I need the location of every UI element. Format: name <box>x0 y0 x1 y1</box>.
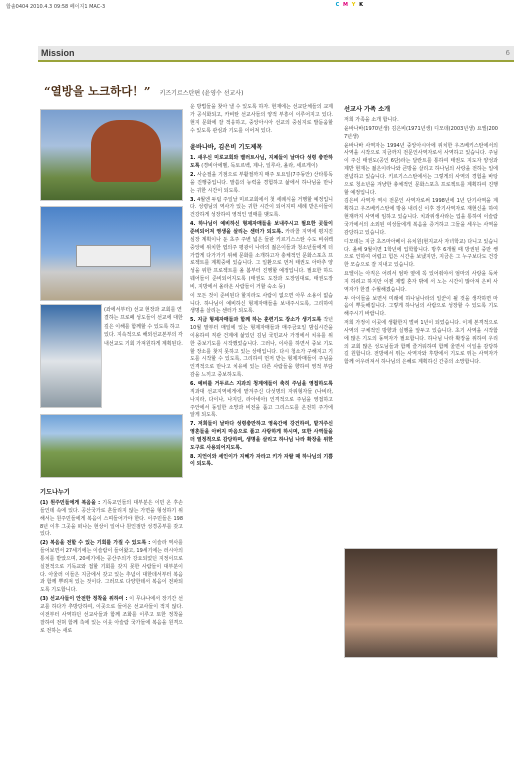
paragraph: 디모데는 지금 초즈마아베이 유치원(현지교사 자녀학교) 다니고 있습니다. 올해 9월이면 1학년에 입학합니다. 방후 6개월 때 방권된 중만 쌩으로 인하여 어렵고 힘든 시간을 보냈지만, 지금은 그 누구보다도 건강한 모습으로 잘 지내고 있습니다. <box>344 238 498 269</box>
paragraph: 저희 가정이 이곳에 생활한지 벌써 1년이 되었습니다. 이제 본격적으로 사역의 구체적인 방향과 실행을 앞두고 있습니다. 초기 사역을 시작함에 많은 기도의 동역자가 필요합니다. 하나님 나라 확장을 위하여 우리의 교회 많은 성도님들과 함께 즐거워하며 함께 울면서 이일을 감당하길 원합니다. 전방에서 뛰는 사역자와 후방에서 기도로 뛰는 사역자가 함께 어우러져서 하나님의 은혜로 계획하신 간증의 소망합니다. <box>344 320 498 366</box>
title-main: “열방을 노크하다！” <box>44 84 151 98</box>
intro-text: 운 방법들을 찾아 낼 수 있도록 하자. 현재에는 선교단체들의 교제가 공식화되고, 카비탄 선교사들의 양적 부흥이 이루어지고 있다. 현지 문화에 잘 적응하고, 중앙아시아 선교의 중심지로 발돋움할 수 있도록 관심과 기도를 이어져 있다. <box>190 104 333 134</box>
photo-grassland <box>40 414 183 478</box>
cmyk-y: Y <box>351 2 357 8</box>
column-prayer-topics <box>190 104 333 470</box>
list-item: 2. 사순절을 기점으로 부활절까지 매주 토요일(7주동안) 산타통독을 진행중입니다. 말씀의 능력을 경험하고 삶에서 하나님을 만나는 귀한 시간이 되도록. <box>190 172 333 194</box>
list-item: 5. 지금 형제자매들과 함께 하는 훈련기도 장소가 생기도록 작년 10월 말부터 매일에 있는 형제자매들과 매주금요일 밤십시간을 이용하여 직관 건계에 삶있던 김님 국민교사 가정에서 치유를 위한 중보기도를 시작했었습니다. 그러나, 이사를 하면서 중보 기도할 장소를 찾지 못하고 있는 상태입니다. 다시 청소가 구해지고 기도를 시작할 수 있도록, 그리하여 먼저 받는 형제자매들이 주님을 인격적으로 만나고 치유에 있는 다른 사람들을 향하여 영적 부담감을 느끼고 중보하도록. <box>190 317 334 379</box>
photo-caption: (좌에서부터) 선교 현장과 교회를 연결하는 프로페 성도들이 선교에 대한 깊은 이해를 함께할 수 있도록 하고 있다. 지속적으로 해외선교본부의 각 내선교도 기회 가져원하게 계획된다. <box>104 307 183 347</box>
print-slug: 합솔0404 2010.4.3 09:58 페이지1 MAC-3 <box>6 4 106 10</box>
list-item: (3) 선교사들이 안전한 정착을 위하여 : 이 무냐나에서 장기간 선교를 하다가 추방당하여, 이곳으로 들어온 선교사들이 적지 않다. 이전부터 사역하던 선교사들과 함께 조화를 이루고 또한 정착을 잘하여 전혀 함께 측에 있는 이웃 아슬람 국가들에 복음을 원격으로 전하는 새로 <box>40 596 184 634</box>
photo-red-mountain <box>40 109 183 201</box>
list-item: 6. 예비를 거두르스 지과의 청계에들이 축히 주님을 영접하도록 직과대 선교지역에게에 맡겨주신 다섯명의 자위형자들 (나비라, 나지라, 다이나, 나지딘, 라아네아) 인격적으로 주님을 영접하고 주안에서 동일한 소망과 비전을 품고 그리스도를 온전히 주가에 알게 되도록. <box>190 381 333 419</box>
cmyk-m: M <box>343 2 349 8</box>
title-byline: 키즈기르스탄편 (윤영수 선교사) <box>159 90 244 97</box>
photo-monument <box>40 304 102 408</box>
photo-family <box>344 548 498 658</box>
list-item: (2) 복음을 전할 수 있는 기회를 가질 수 있도록 : 이슬라 역사를 들어보면서 27세기에는 이슬람이 들어왔고, 19세기에는 러시아의 통치를 받았으며, 20세기에는 공산주의가 강요되었던 지정이므로 실천적으로 기독교와 접할 기회를 갖지 못한 사람들이 대부분이다. 아울러 이들은 지금에서 갖고 있는 추념이 대한데서부터 복음과 함께 뿌려져 있는 것이다. 그러므로 다양한데서 복음이 전파되도록 기도합니다. <box>40 540 184 594</box>
section-header <box>38 46 514 62</box>
paragraph: 윤바나바(1970년생) 김은비(1971년생) 디모데(2003년생) 요엘(2007년생) <box>344 125 498 140</box>
list-item: (1) 원주민들에게 복음을 : 기독교인들의 대부분은 이민 온 후손들인데 속에 있다. 공산국가로 흔들리지 않는 가면을 형성하기 위해서는 원주민들에게 복음이 스며들어가야 한다. 이주민들은 1988년 이후 그곳을 떠나는 현상이 일어나 원인점만 성경공부를 갖고 있다. <box>40 500 183 538</box>
article-title <box>44 80 484 99</box>
list-item: 3. 4월엔 두팀 주일날 미르교회에서 첫 세례식을 거행할 예정입니다. 성령님의 역사가 있는 귀한 시간이 되어지며 세례 받은이들이 건강하게 성장하여 영적인 열매를 맺도록. <box>190 196 334 219</box>
paragraph: 두 아이들을 보면서 미래에 하나님나라의 일꾼이 될 것을 생각하면 마음이 뿌듯해집니다. 그렇게 하나님의 사람으로 성장할 수 있도록 기도해주시기 바랍니다. <box>344 295 498 318</box>
list-item: 이 모든 것이 준비된다 할지라도 사람이 없으면 아무 소용이 없습니다. 하나님이 예비하신 형제자매들을 보내주시도록, 그리하여 생명을 살리는 센터가 되도록. <box>190 292 333 315</box>
family-heading: 선교사 가족 소개 <box>344 106 391 113</box>
list-item: 4. 하나님이 예비하신 형제자매들을 보내주시고 필요한 곳들이 준비되어져 영생을 살리는 센터가 되도록. 카라콜 지역에 평지진 심장 계획이나 둔 초주 주변 넓은 들판 키르기스스탄 수도 비쉬켁 중앙에 위치한 엽의주 평광이 나라의 젊은이들과 청소년들에게 더 가깝게 다가가기 위해 문화를 소개하고자 충체적인 문화스포츠 프로젝트를 계획중에 있습니다. 그 일환으로 먼저 태권도 아마추 양성을 위한 프로젝트를 올 봄부터 진행할 예정입니다. 필요한 하드웨어들이 준비되어지도록 (태권도 도장과 도장임대료, 태권도장비, 지방에서 올라온 사람들이 거할 숙소 등) <box>190 221 334 290</box>
section-title: Mission <box>41 48 75 58</box>
prayer-heading: 기도나누기 <box>40 489 70 496</box>
column-prayer-sharing <box>40 487 183 636</box>
topics-heading: 윤바나바, 김은비 기도제목 <box>190 144 263 152</box>
paragraph: 저희 가족을 소개 합니다. <box>344 117 399 123</box>
cmyk-k: K <box>359 2 364 8</box>
column-family-intro <box>344 104 498 368</box>
page-number: 6 <box>505 49 510 57</box>
photo-city-square <box>40 206 183 301</box>
list-item: 1. 새우신 미로교회와 밸러트사님, 지체들이 날마다 성령 충만하도록 (경비아에벨, 독토르벡, 제나, 일루사, 올라, 세르게이) <box>190 155 333 170</box>
paragraph: 윤바나바 사역자는 1994년 중앙아시아에 위치한 우즈베키스탄에서의 사역을 시작으로 지금까지 전문인사역자로서 사역하고 있습니다. 주님이 주신 태권도(공인 6단)라는 달란트를 통하여 태권도 지도자 양성과 제반 현재는 젊은이라나와 큰방을 살리고 하나님의 사랑을 전하는 일에 전념하고 있습니다. 키르기스스탄에서는 그렇게의 사역의 경험을 바탕으로 청소년을 겨냥한 총체적인 문화스포츠 프로젝트를 계획하여 진행할 예정입니다. <box>344 142 498 196</box>
paragraph: 김은비 사역자 역시 전문인 사역자로써 1998년에 1년 단기사역을 계획하고 우즈베키스탄에 방용 내리신 이후 장기사역자로 재현신을 하여 현재까지 사역에 임하고 있습니다. 치과위생사라는 업을 통하여 이슬람국가에서의 소외된 여성들에게 복음을 증거하고 그들을 세우는 사역을 감당하고 있습니다. <box>344 198 498 236</box>
paragraph: 요엘이는 아직은 어려서 엄마 옆에 꼭 있어줘야서 엄마의 사랑을 독차지 하려고 하지만 이젠 제법 혼자 밖에 서 노는 시간이 많아져 은비 사역자가 한결 수월해졌습니다. <box>344 271 498 293</box>
list-item: 8. 지언이와 세인이가 지혜가 자라고 키가 자랄 때 하나님의 기쁨이 되도록. <box>190 453 333 468</box>
list-item: 7. 저희들이 날마다 성령충만하고 영육간에 강건하여, 맡겨주신 영혼들을 아버지 마음으로 품고 사랑하게 하시며, 또한 사역들을 더 열정적으로 감당하며, 생명을 살리고 하나님 나라 확장을 위한 도구로 사용되어지도록. <box>190 421 333 451</box>
cmyk-marks <box>336 2 364 8</box>
cmyk-c: C <box>335 2 341 8</box>
